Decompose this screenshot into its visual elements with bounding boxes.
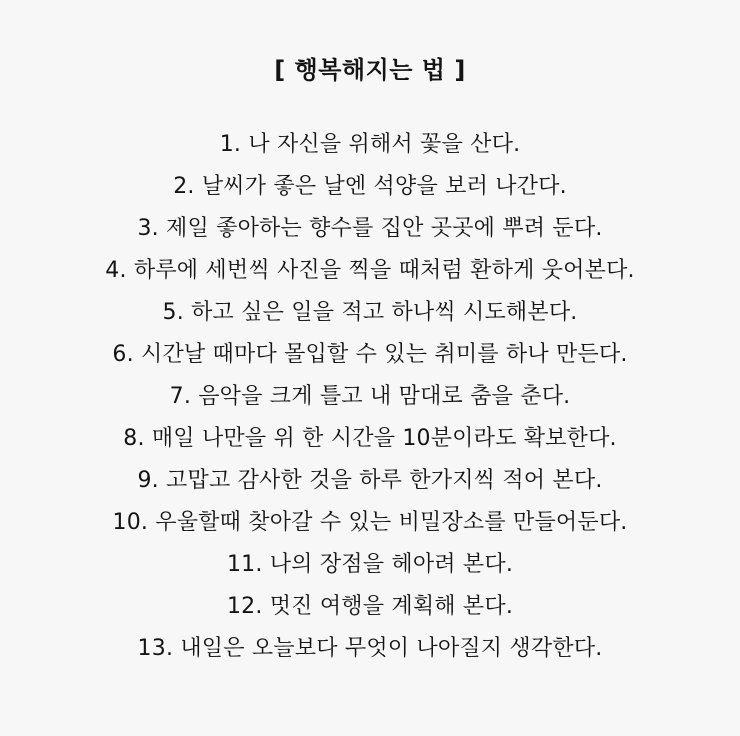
list-item: 7. 음악을 크게 틀고 내 맘대로 춤을 춘다.	[169, 384, 571, 409]
list-item: 6. 시간날 때마다 몰입할 수 있는 취미를 하나 만든다.	[112, 342, 628, 367]
list-item: 12. 멋진 여행을 계획해 본다.	[226, 594, 514, 619]
document-title: [ 행복해지는 법 ]	[274, 56, 466, 84]
list-item: 11. 나의 장점을 헤아려 본다.	[226, 552, 514, 577]
list-item: 1. 나 자신을 위해서 꽃을 산다.	[219, 132, 521, 157]
list-item: 4. 하루에 세번씩 사진을 찍을 때처럼 환하게 웃어본다.	[105, 258, 635, 283]
list-item: 5. 하고 싶은 일을 적고 하나씩 시도해본다.	[162, 300, 578, 325]
list-item: 8. 매일 나만을 위 한 시간을 10분이라도 확보한다.	[123, 426, 617, 451]
list-item: 3. 제일 좋아하는 향수를 집안 곳곳에 뿌려 둔다.	[137, 216, 603, 241]
list-item: 2. 날씨가 좋은 날엔 석양을 보러 나간다.	[173, 174, 567, 199]
list-item: 10. 우울할때 찾아갈 수 있는 비밀장소를 만들어둔다.	[112, 510, 628, 535]
list-item: 13. 내일은 오늘보다 무엇이 나아질지 생각한다.	[137, 636, 603, 661]
list-item: 9. 고맙고 감사한 것을 하루 한가지씩 적어 본다.	[137, 468, 603, 493]
tips-list	[0, 124, 740, 670]
